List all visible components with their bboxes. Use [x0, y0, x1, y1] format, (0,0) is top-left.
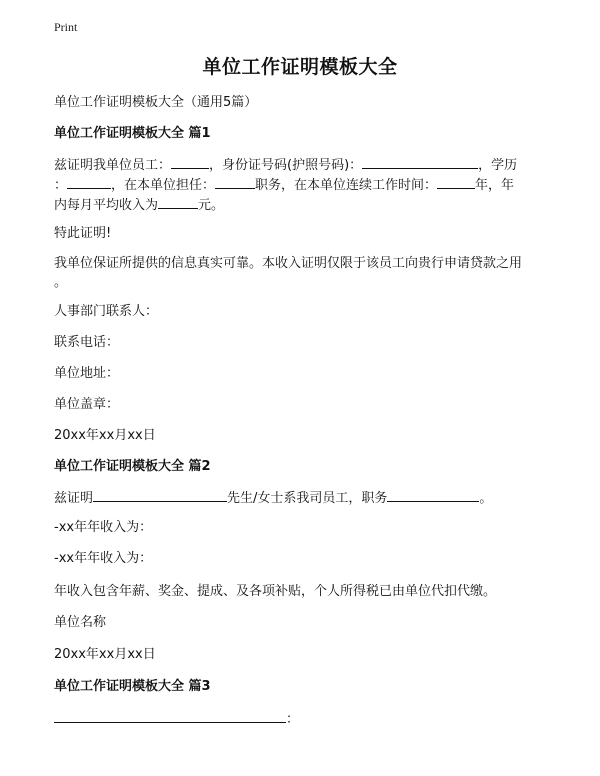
section3-blank: [54, 709, 286, 723]
section2-line1: [54, 488, 492, 509]
section2-line1-text-a: 兹证明: [54, 491, 94, 506]
guarantee-text: 我单位保证所提供的信息真实可靠。本收入证明仅限于该员工向贵行申请贷款之用: [54, 256, 523, 271]
monthly-income-blank: [158, 195, 198, 209]
section2-line1-text-b: 先生/女士系我司员工，职务: [227, 491, 388, 506]
section1-line1-text-a: 兹证明我单位员工：: [54, 158, 172, 173]
section1-line1-text-c: ，学历: [478, 158, 518, 173]
phone-label: 联系电话：: [54, 335, 120, 350]
section1-line1-text-b: ，身份证号码(护照号码)：: [209, 158, 363, 173]
document-subtitle: 单位工作证明模板大全（通用5篇）: [54, 95, 258, 110]
section1-line3-text-b: 元。: [198, 198, 225, 213]
income-line-1: -xx年年收入为：: [54, 520, 153, 535]
hr-contact-label: 人事部门联系人：: [54, 304, 159, 319]
print-link[interactable]: Print: [54, 20, 78, 34]
section1-line2-text-a: ：: [54, 178, 68, 193]
employee-name-blank-2: [93, 488, 227, 502]
section1-line2-text-c: 职务，在本单位连续工作时间：: [255, 178, 438, 193]
section1-line1: [54, 155, 517, 176]
job-title-blank: [387, 488, 479, 502]
section1-line2-text-d: 年，年: [475, 178, 515, 193]
section3-heading: 单位工作证明模板大全 篇3: [54, 679, 211, 694]
unit-name-label: 单位名称: [54, 615, 107, 630]
document-title: 单位工作证明模板大全: [202, 56, 398, 78]
section1-line3: [54, 195, 224, 216]
id-number-blank: [362, 155, 478, 169]
section3-line1: [54, 709, 299, 730]
section1-line2-text-b: ，在本单位担任：: [111, 178, 216, 193]
section1-line2: [54, 175, 514, 196]
position-blank: [215, 175, 255, 189]
guarantee-text-end: 。: [54, 275, 68, 290]
section2-date: 20xx年xx月xx日: [54, 647, 156, 662]
section2-line1-text-c: 。: [479, 491, 493, 506]
employee-name-blank: [171, 155, 209, 169]
section2-heading: 单位工作证明模板大全 篇2: [54, 459, 211, 474]
section1-date: 20xx年xx月xx日: [54, 428, 156, 443]
income-line-2: -xx年年收入为：: [54, 551, 153, 566]
seal-label: 单位盖章：: [54, 397, 120, 412]
income-note: 年收入包含年薪、奖金、提成、及各项补贴，个人所得税已由单位代扣代缴。: [54, 584, 497, 599]
section1-heading: 单位工作证明模板大全 篇1: [54, 126, 211, 141]
education-blank: [67, 175, 111, 189]
work-years-blank: [437, 175, 475, 189]
address-label: 单位地址：: [54, 366, 120, 381]
special-statement: 特此证明!: [54, 226, 112, 241]
section3-line1-end: ：: [286, 712, 300, 727]
section1-line3-text-a: 内每月平均收入为: [54, 198, 159, 213]
